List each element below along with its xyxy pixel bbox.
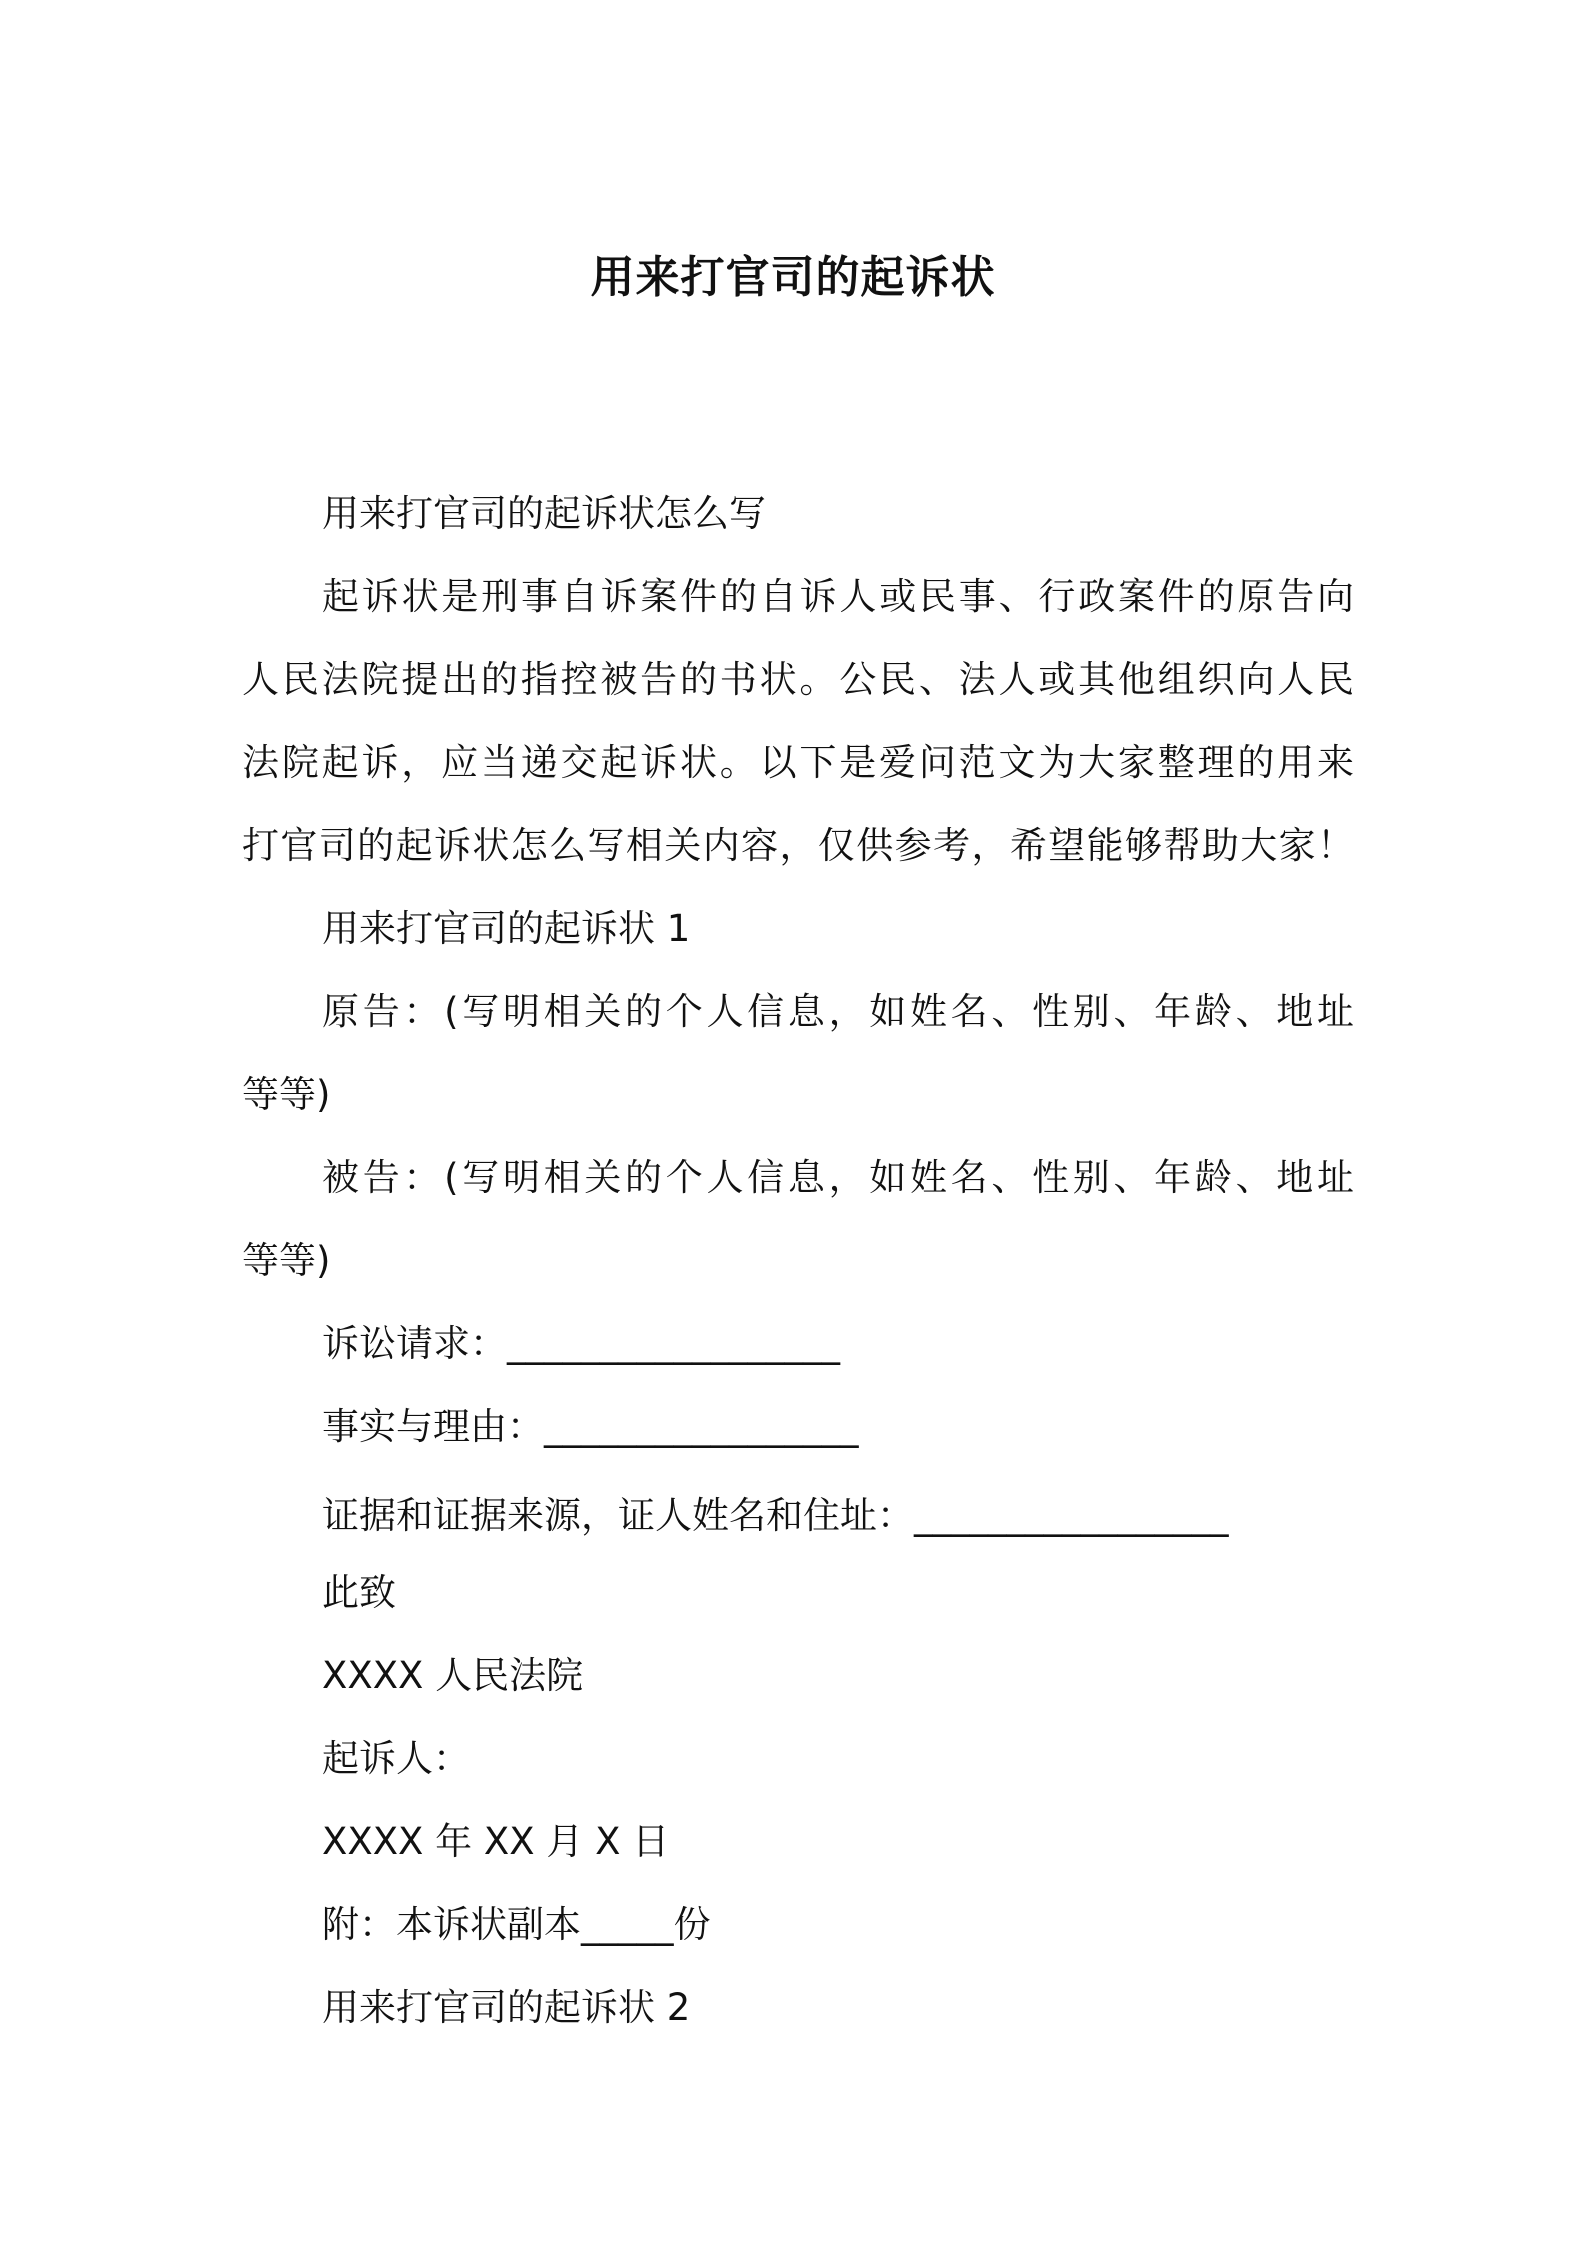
subtitle: 用来打官司的起诉状怎么写 [322,492,766,535]
intro-line-2: 人民法院提出的指控被告的书状。公民、法人或其他组织向人民 [242,658,1354,701]
claims-field: 诉讼请求：__________________ [322,1322,840,1365]
defendant-line-2: 等等) [242,1239,331,1282]
plaintiff-signature: 起诉人： [322,1737,470,1780]
section-1-heading: 用来打官司的起诉状 1 [322,907,691,950]
plaintiff-line-2: 等等) [242,1073,331,1116]
intro-line-4: 打官司的起诉状怎么写相关内容，仅供参考，希望能够帮助大家！ [242,824,1354,867]
section-2-heading: 用来打官司的起诉状 2 [322,1986,691,2029]
attachment-line: 附：本诉状副本_____份 [322,1903,711,1946]
intro-line-1: 起诉状是刑事自诉案件的自诉人或民事、行政案件的原告向 [322,575,1354,618]
salutation: 此致 [322,1571,396,1614]
document-title: 用来打官司的起诉状 [590,252,996,303]
document-body [242,0,1354,2244]
court-name: XXXX 人民法院 [322,1654,584,1697]
date-line: XXXX 年 XX 月 X 日 [322,1820,670,1863]
facts-field: 事实与理由：_________________ [322,1405,859,1448]
evidence-field: 证据和证据来源，证人姓名和住址：_________________ [322,1494,1229,1537]
plaintiff-line-1: 原告：(写明相关的个人信息，如姓名、性别、年龄、地址 [322,990,1354,1033]
intro-line-3: 法院起诉，应当递交起诉状。以下是爱问范文为大家整理的用来 [242,741,1354,784]
defendant-line-1: 被告：(写明相关的个人信息，如姓名、性别、年龄、地址 [322,1156,1354,1199]
